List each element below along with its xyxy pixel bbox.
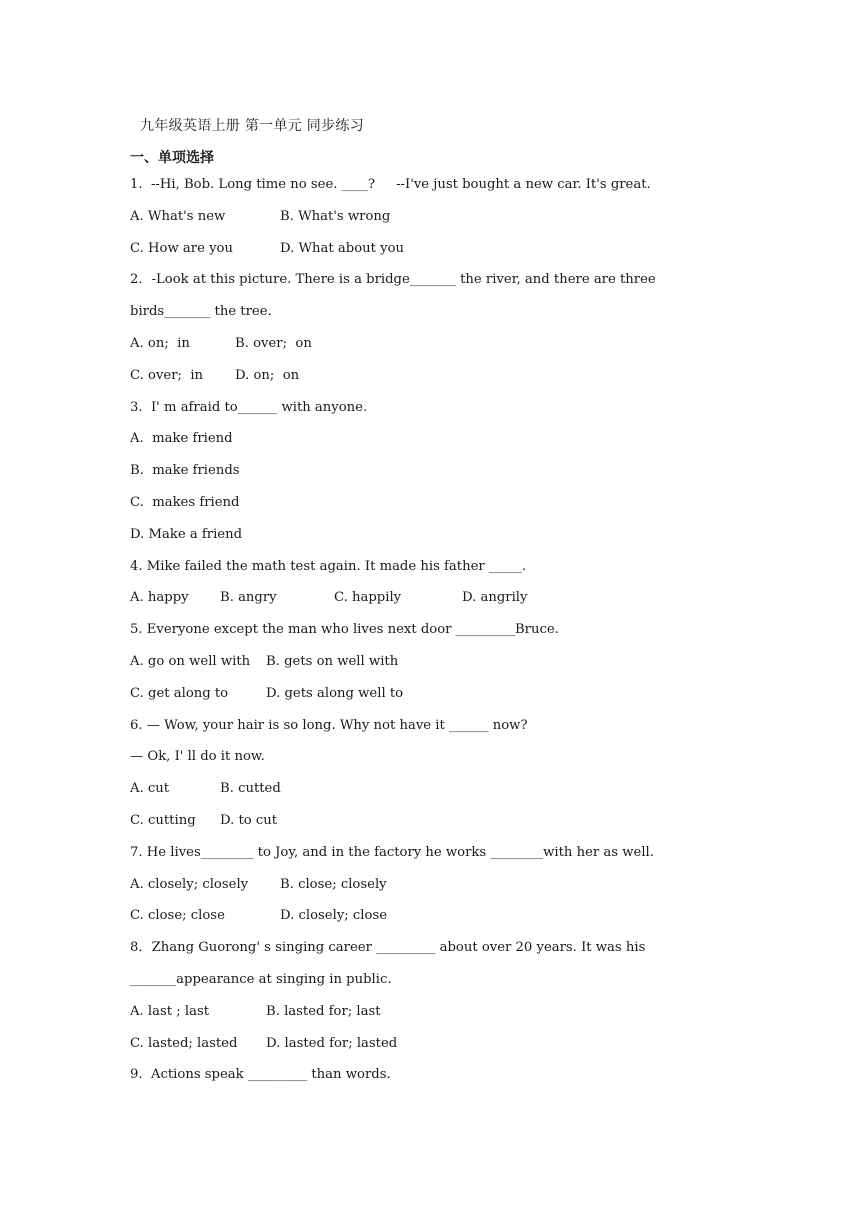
options-row: [130, 678, 740, 710]
answer-option: D. to cut: [220, 812, 278, 828]
answer-option: A. cut: [130, 781, 170, 797]
answer-option: D. Make a friend: [130, 526, 243, 542]
question-8: [130, 932, 740, 1059]
answer-option: B. gets on well with: [266, 653, 399, 669]
question-stem: 8．Zhang Guorong' s singing career _________ about over 20 years. It was his: [130, 940, 646, 956]
question-stem: 2．-Look at this picture. There is a bridge_______ the river, and there are three: [130, 272, 656, 288]
answer-option: C. close; close: [130, 908, 225, 924]
answer-option: C. lasted; lasted: [130, 1035, 238, 1051]
answer-option: B. over; on: [235, 335, 312, 351]
question-list: [130, 169, 740, 1091]
options-row: [130, 582, 740, 614]
options-row: [130, 646, 740, 678]
options-row: [130, 328, 740, 360]
question-4: [130, 551, 740, 615]
question-1: [130, 169, 740, 264]
options-row: [130, 805, 740, 837]
question-9: [130, 1059, 740, 1091]
options-row: [130, 1028, 740, 1060]
answer-option: A. make friend: [130, 431, 233, 447]
question-stem: birds_______ the tree.: [130, 304, 272, 320]
answer-option: D. closely; close: [280, 908, 388, 924]
options-row: [130, 423, 740, 455]
answer-option: C. over; in: [130, 367, 204, 383]
answer-option: B. cutted: [220, 781, 281, 797]
question-stem: _______appearance at singing in public.: [130, 971, 392, 987]
question-stem: — Ok, I' ll do it now.: [130, 749, 265, 765]
answer-option: D. lasted for; lasted: [266, 1035, 398, 1051]
answer-option: A. happy: [130, 590, 189, 606]
answer-option: A. closely; closely: [130, 876, 249, 892]
answer-option: D. What about you: [280, 240, 404, 256]
question-6: [130, 710, 740, 837]
options-row: [130, 201, 740, 233]
options-row: [130, 900, 740, 932]
answer-option: B. close; closely: [280, 876, 387, 892]
question-stem: 1. --Hi, Bob. Long time no see. ____? --I've just bought a new car. It's great.: [130, 177, 651, 192]
question-stem: 5. Everyone except the man who lives next door _________Bruce.: [130, 622, 559, 638]
options-row: [130, 869, 740, 901]
question-stem: 7. He lives________ to Joy, and in the factory he works ________with her as well.: [130, 844, 654, 860]
answer-option: C. How are you: [130, 240, 233, 256]
answer-option: C. get along to: [130, 685, 229, 701]
answer-option: B. lasted for; last: [266, 1003, 381, 1019]
question-stem: 9. Actions speak _________ than words.: [130, 1067, 391, 1083]
question-stem: 6. — Wow, your hair is so long. Why not have it ______ now?: [130, 717, 528, 733]
answer-option: C. cutting: [130, 812, 196, 828]
question-7: [130, 837, 740, 932]
answer-option: B. angry: [220, 590, 277, 606]
options-row: [130, 773, 740, 805]
question-stem: 3. I' m afraid to______ with anyone.: [130, 399, 368, 415]
options-row: [130, 233, 740, 265]
section-heading: 一、单项选择: [130, 150, 214, 166]
question-5: [130, 614, 740, 709]
question-3: [130, 392, 740, 551]
answer-option: B. make friends: [130, 463, 240, 479]
options-row: [130, 360, 740, 392]
answer-option: A. last ; last: [130, 1003, 210, 1019]
options-row: [130, 455, 740, 487]
answer-option: D. on; on: [235, 367, 300, 383]
answer-option: D. gets along well to: [266, 685, 404, 701]
question-2: [130, 264, 740, 391]
answer-option: A. go on well with: [130, 653, 251, 669]
document-content: [130, 115, 740, 1091]
options-row: [130, 519, 740, 551]
answer-option: C. happily: [334, 590, 402, 606]
answer-option: C. makes friend: [130, 494, 240, 510]
answer-option: A. on; in: [130, 335, 190, 351]
answer-option: A. What's new: [130, 208, 226, 224]
options-row: [130, 487, 740, 519]
document-title: 九年级英语上册 第一单元 同步练习: [140, 118, 364, 134]
options-row: [130, 996, 740, 1028]
answer-option: B. What's wrong: [280, 208, 391, 224]
answer-option: D. angrily: [462, 590, 528, 606]
question-stem: 4. Mike failed the math test again. It made his father _____.: [130, 558, 527, 574]
